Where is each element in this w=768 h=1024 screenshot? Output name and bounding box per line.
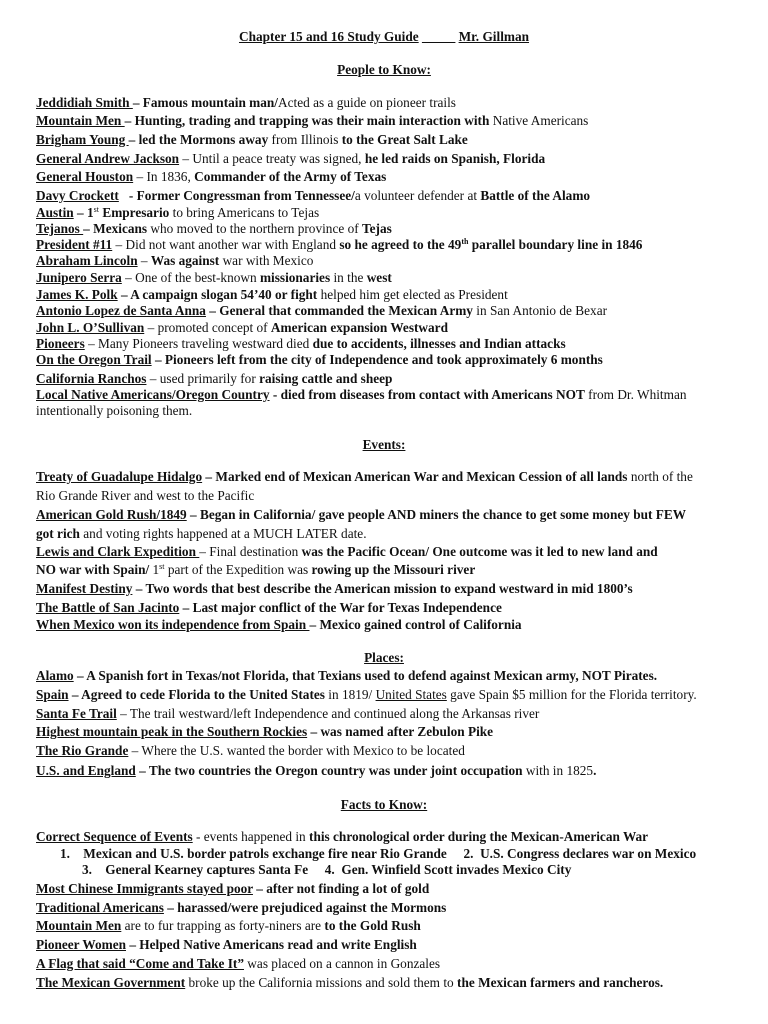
list-item: The Mexican Government broke up the California missions and sold them to the Mexican farmers and rancheros.	[36, 975, 664, 990]
list-item: President #11 – Did not want another war with England so he agreed to the 49th parallel boundary line in 1846	[36, 237, 643, 252]
list-item: Manifest Destiny – Two words that best describe the American mission to expand westward in mid 1800’s	[36, 581, 633, 596]
list-item: Tejanos – Mexicans who moved to the northern province of Tejas	[36, 221, 392, 236]
list-item: Mountain Men are to fur trapping as forty-niners are to the Gold Rush	[36, 918, 421, 933]
list-item: Alamo – A Spanish fort in Texas/not Florida, that Texians used to defend against Mexican army, NOT Pirates.	[36, 668, 658, 683]
list-item: Junipero Serra – One of the best-known missionaries in the west	[36, 270, 392, 285]
list-item: Treaty of Guadalupe Hidalgo – Marked end of Mexican American War and Mexican Cession of all lands north of the	[36, 469, 693, 484]
list-item: Pioneers – Many Pioneers traveling westward died due to accidents, illnesses and Indian attacks	[36, 336, 566, 351]
list-item: Pioneer Women – Helped Native Americans read and write English	[36, 937, 417, 952]
list-item: Abraham Lincoln – Was against war with Mexico	[36, 253, 314, 268]
section-heading-facts: Facts to Know:	[340, 797, 428, 812]
section-heading-places: Places:	[364, 650, 404, 665]
list-item: The Battle of San Jacinto – Last major conflict of the War for Texas Independence	[36, 600, 502, 615]
list-item-continuation: Rio Grande River and west to the Pacific	[36, 488, 255, 503]
list-item: On the Oregon Trail – Pioneers left from the city of Independence and took approximately 6 months	[36, 352, 603, 367]
list-item: Local Native Americans/Oregon Country - died from diseases from contact with Americans NOT from Dr. Whitman	[36, 387, 687, 402]
list-item-continuation: NO war with Spain/ 1st part of the Expedition was rowing up the Missouri river	[36, 562, 476, 577]
name-blank: _____	[422, 29, 456, 44]
list-item: A Flag that said “Come and Take It” was placed on a cannon in Gonzales	[36, 956, 441, 971]
numbered-list-line: 3. General Kearney captures Santa Fe 4. Gen. Winfield Scott invades Mexico City	[82, 862, 572, 877]
list-item: John L. O’Sullivan – promoted concept of American expansion Westward	[36, 320, 448, 335]
page-title: Chapter 15 and 16 Study Guide _____ Mr. Gillman	[238, 29, 530, 44]
list-item: U.S. and England – The two countries the Oregon country was under joint occupation with in 1825.	[36, 763, 597, 778]
list-item: Austin – 1st Empresario to bring Americans to Tejas	[36, 205, 320, 220]
list-item: General Houston – In 1836, Commander of the Army of Texas	[36, 169, 387, 184]
list-item: Highest mountain peak in the Southern Rockies – was named after Zebulon Pike	[36, 724, 494, 739]
list-item: American Gold Rush/1849 – Began in California/ gave people AND miners the chance to get some money but FEW	[36, 507, 687, 522]
teacher-name: Mr. Gillman	[458, 29, 530, 44]
section-heading-people: People to Know:	[337, 62, 431, 77]
list-item: Lewis and Clark Expedition – Final destination was the Pacific Ocean/ One outcome was it led to new land and	[36, 544, 658, 559]
list-item: Correct Sequence of Events - events happened in this chronological order during the Mexican-American War	[36, 829, 649, 844]
list-item: Most Chinese Immigrants stayed poor – after not finding a lot of gold	[36, 881, 430, 896]
list-item: Brigham Young – led the Mormons away from Illinois to the Great Salt Lake	[36, 132, 468, 147]
list-item: Mountain Men – Hunting, trading and trapping was their main interaction with Native Americans	[36, 113, 589, 128]
numbered-list-line: 1. Mexican and U.S. border patrols exchange fire near Rio Grande 2. U.S. Congress declares war on Mexico	[60, 846, 697, 861]
list-item: Antonio Lopez de Santa Anna – General that commanded the Mexican Army in San Antonio de Bexar	[36, 303, 608, 318]
list-item: When Mexico won its independence from Spain – Mexico gained control of California	[36, 617, 522, 632]
list-item-continuation: intentionally poisoning them.	[36, 403, 193, 418]
list-item: Traditional Americans – harassed/were prejudiced against the Mormons	[36, 900, 447, 915]
list-item: The Rio Grande – Where the U.S. wanted the border with Mexico to be located	[36, 743, 465, 758]
list-item: Spain – Agreed to cede Florida to the United States in 1819/ United States gave Spain $5 million for the Florida territory.	[36, 687, 697, 702]
list-item: Jeddidiah Smith – Famous mountain man/Acted as a guide on pioneer trails	[36, 95, 456, 110]
section-heading-events: Events:	[362, 437, 406, 452]
list-item-continuation: got rich and voting rights happened at a MUCH LATER date.	[36, 526, 367, 541]
list-item: General Andrew Jackson – Until a peace treaty was signed, he led raids on Spanish, Florida	[36, 151, 546, 166]
list-item: Davy Crockett - Former Congressman from Tennessee/a volunteer defender at Battle of the Alamo	[36, 188, 591, 203]
list-item: Santa Fe Trail – The trail westward/left Independence and continued along the Arkansas river	[36, 706, 540, 721]
list-item: James K. Polk – A campaign slogan 54’40 or fight helped him get elected as President	[36, 287, 508, 302]
list-item: California Ranchos – used primarily for raising cattle and sheep	[36, 371, 393, 386]
